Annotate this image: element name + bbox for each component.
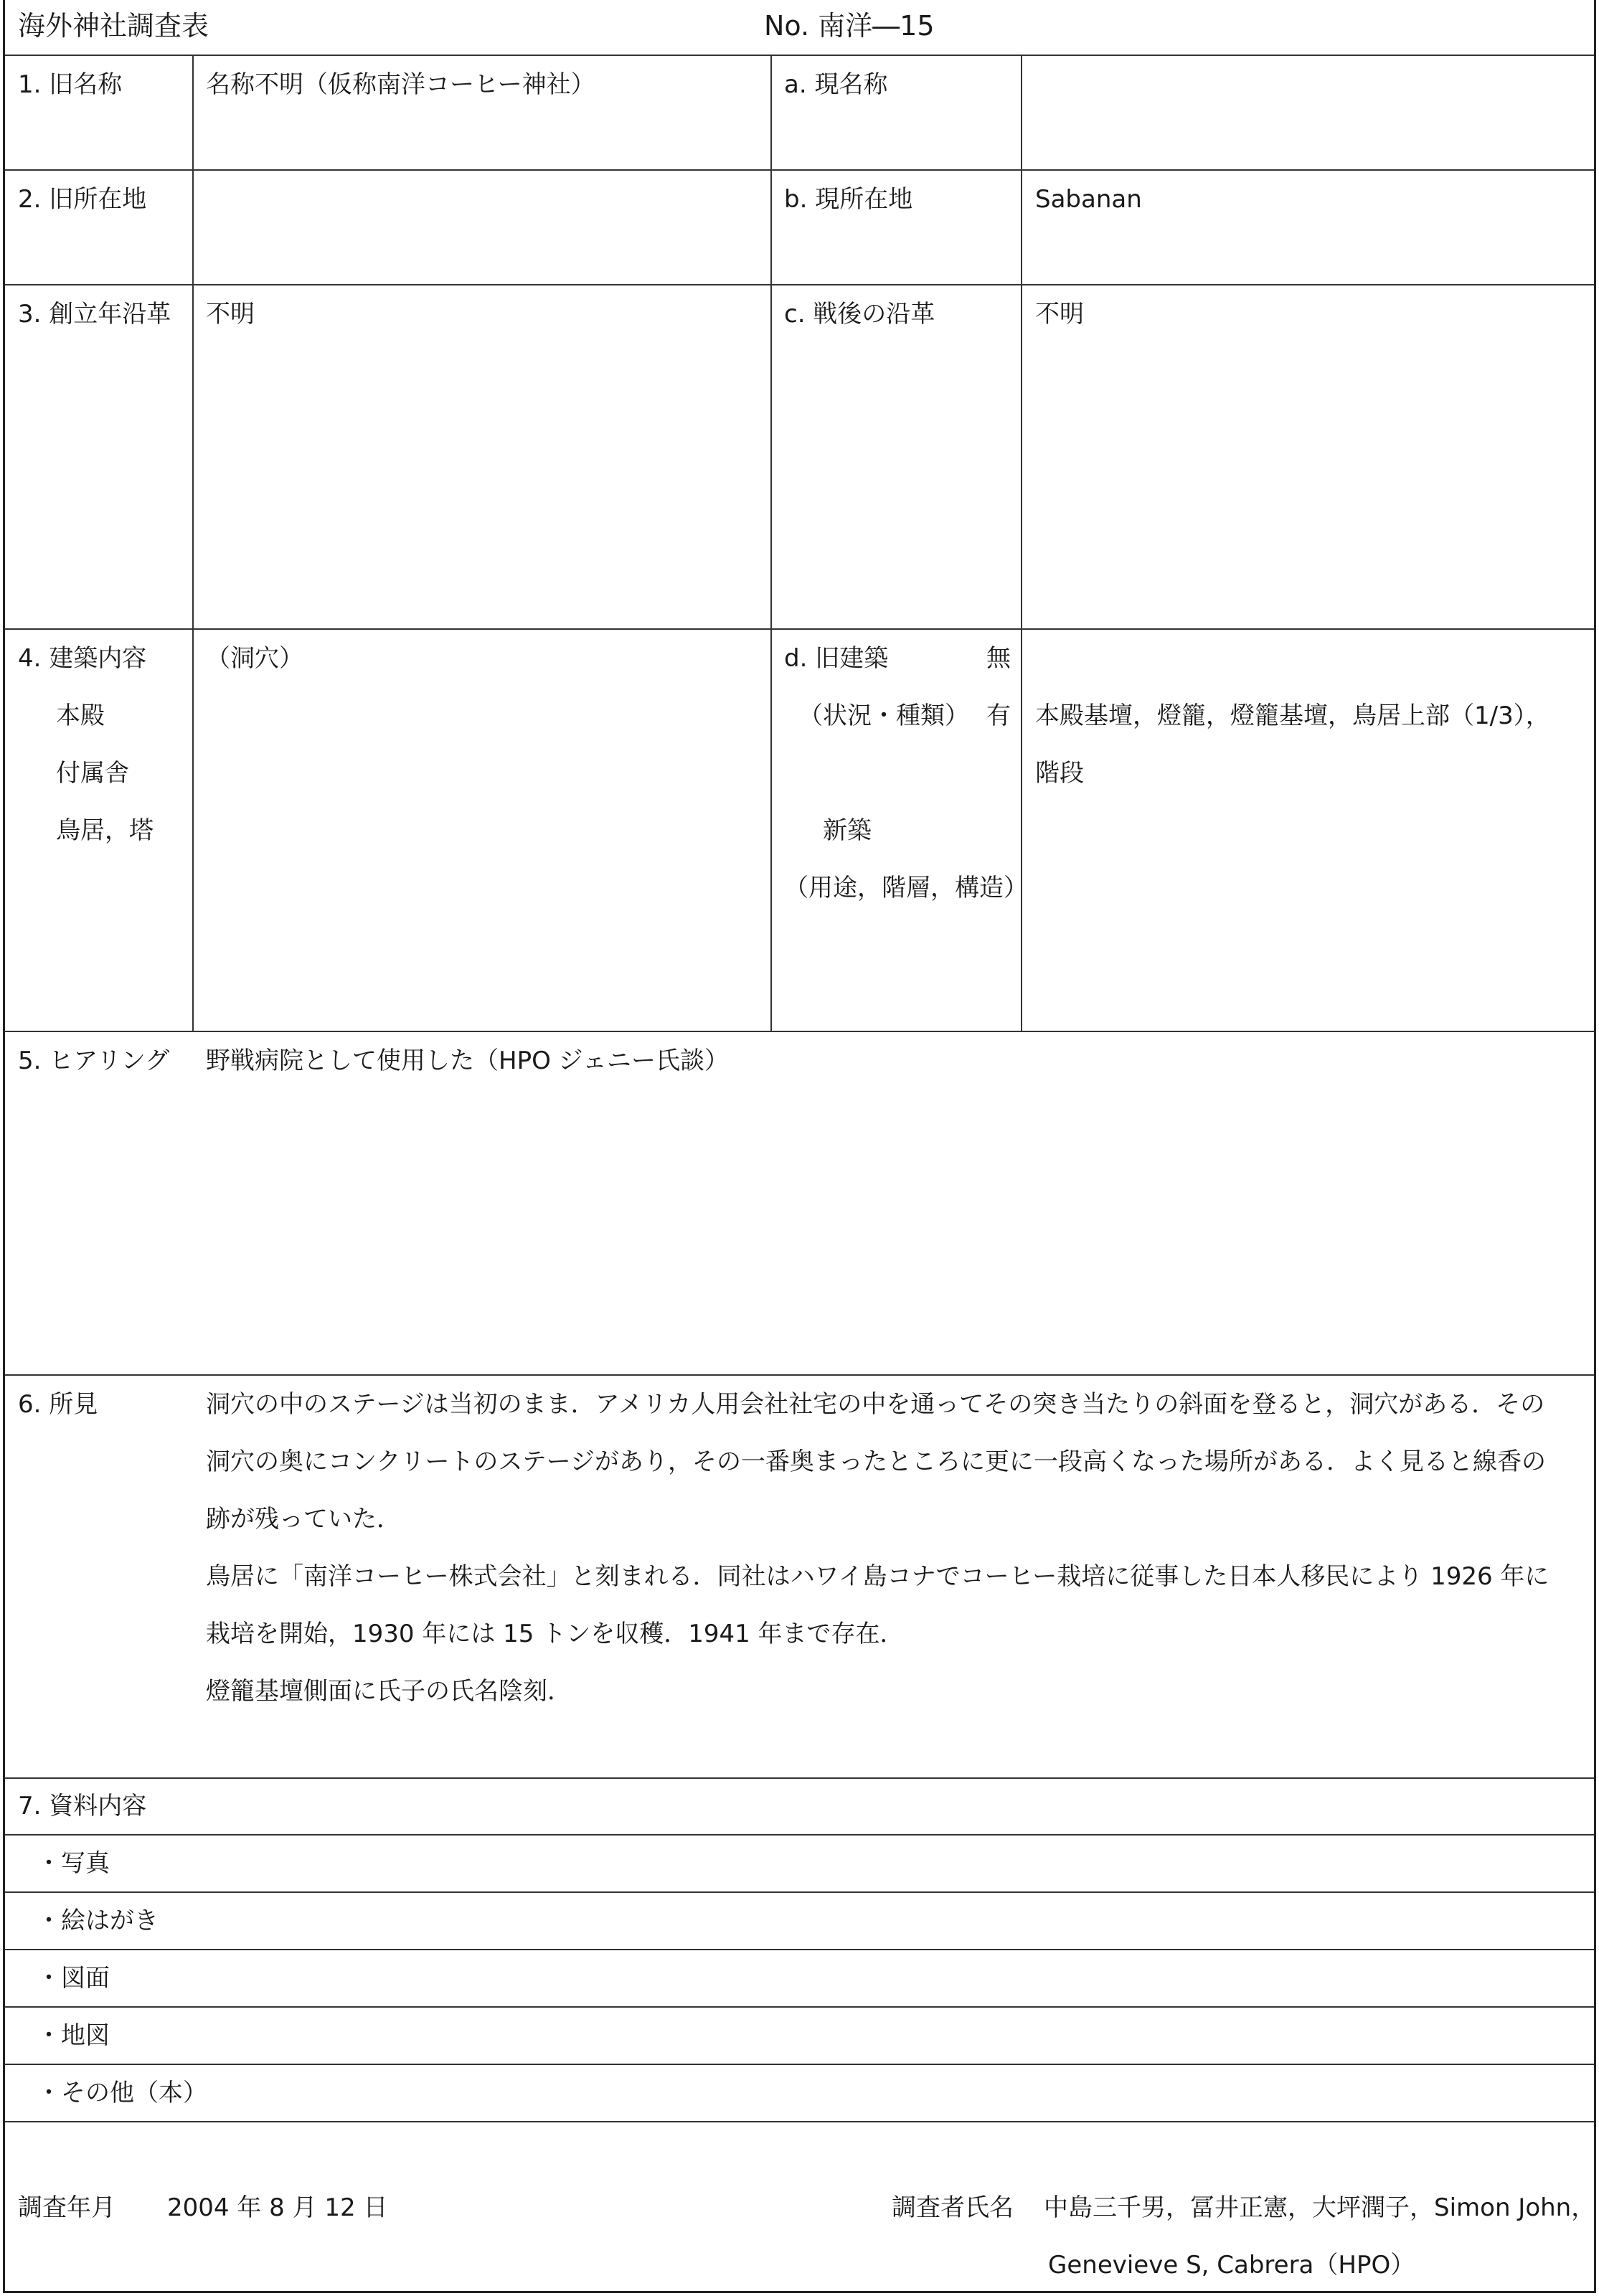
value-existing-items-line2: 階段	[1035, 759, 1084, 788]
findings-line-6: 燈籠基壇側面に氏子の氏名陰刻．	[206, 1677, 572, 1706]
value-investigators-line2: Genevieve S, Cabrera（HPO）	[1048, 2251, 1415, 2280]
label-founding-history: 3. 創立年沿革	[18, 300, 171, 329]
rule-row2	[5, 284, 1594, 285]
material-drawing: ・図面	[37, 1964, 110, 1993]
rule-row3	[5, 628, 1594, 630]
form-title: 海外神社調査表	[18, 10, 209, 42]
findings-line-4: 鳥居に「南洋コーヒー株式会社」と刻まれる．同社はハワイ島コナでコーヒー栽培に従事した日本人移民により 1926 年に	[206, 1562, 1550, 1591]
rule-row6	[5, 1777, 1594, 1779]
findings-line-3: 跡が残っていた．	[206, 1505, 401, 1534]
label-old-name: 1. 旧名称	[18, 70, 123, 99]
rule-item-5	[5, 2121, 1594, 2122]
label-none: 無	[986, 644, 1011, 673]
label-materials: 7. 資料内容	[18, 1792, 147, 1820]
value-current-location: Sabanan	[1035, 185, 1142, 214]
label-investigators: 調査者氏名	[892, 2193, 1014, 2222]
label-status-type: （状況・種類）	[798, 701, 969, 730]
material-map: ・地図	[37, 2021, 110, 2050]
value-old-name: 名称不明（仮称南洋コーヒー神社）	[206, 70, 595, 99]
form-number: No. 南洋―15	[764, 10, 935, 42]
value-founding-history: 不明	[206, 300, 255, 329]
value-hearing: 野戦病院として使用した（HPO ジェニー氏談）	[206, 1047, 729, 1075]
material-photo: ・写真	[37, 1849, 110, 1878]
label-current-name: a. 現名称	[784, 70, 888, 99]
rule-row1	[5, 169, 1594, 171]
col-rule-1	[192, 55, 194, 1031]
label-hearing: 5. ヒアリング	[18, 1047, 170, 1075]
rule-item-1	[5, 1891, 1594, 1893]
label-postwar-history: c. 戦後の沿革	[784, 300, 935, 329]
label-findings: 6. 所見	[18, 1390, 98, 1419]
label-survey-date: 調査年月	[18, 2193, 115, 2222]
label-architecture: 4. 建築内容	[18, 644, 147, 673]
label-new-building: 新築	[823, 816, 872, 845]
rule-item-4	[5, 2064, 1594, 2065]
label-old-building: d. 旧建築	[784, 644, 889, 673]
rule-item-3	[5, 2006, 1594, 2008]
value-survey-date: 2004 年 8 月 12 日	[167, 2193, 388, 2222]
rule-item-2	[5, 1949, 1594, 1950]
label-current-location: b. 現所在地	[784, 185, 913, 214]
rule-row7-header	[5, 1834, 1594, 1836]
label-torii-tower: 鳥居，塔	[56, 816, 154, 845]
rule-header	[5, 55, 1594, 56]
findings-line-2: 洞穴の奥にコンクリートのステージがあり，その一番奥まったところに更に一段高くなった場所がある．よく見ると線香の	[206, 1447, 1546, 1476]
label-main-hall: 本殿	[56, 701, 105, 730]
material-other: ・その他（本）	[37, 2079, 207, 2107]
material-postcard: ・絵はがき	[37, 1907, 159, 1935]
value-postwar-history: 不明	[1035, 300, 1084, 329]
findings-line-1: 洞穴の中のステージは当初のまま．アメリカ人用会社社宅の中を通ってその突き当たりの斜面を登ると，洞穴がある．その	[206, 1390, 1545, 1419]
col-rule-2	[770, 55, 772, 1031]
label-annex: 付属舎	[56, 759, 129, 788]
value-existing-items-line1: 本殿基壇，燈籠，燈籠基壇，鳥居上部（1/3），	[1035, 701, 1550, 730]
findings-line-5: 栽培を開始，1930 年には 15 トンを収穫．1941 年まで存在．	[206, 1620, 905, 1648]
survey-sheet	[3, 0, 1596, 2293]
value-investigators-line1: 中島三千男，冨井正憲，大坪潤子，Simon John，	[1044, 2193, 1596, 2222]
label-old-location: 2. 旧所在地	[18, 185, 147, 214]
label-new-building-detail: （用途，階層，構造）	[784, 874, 1028, 902]
label-exists: 有	[986, 701, 1011, 730]
rule-row4	[5, 1031, 1594, 1032]
value-architecture: （洞穴）	[206, 644, 303, 673]
